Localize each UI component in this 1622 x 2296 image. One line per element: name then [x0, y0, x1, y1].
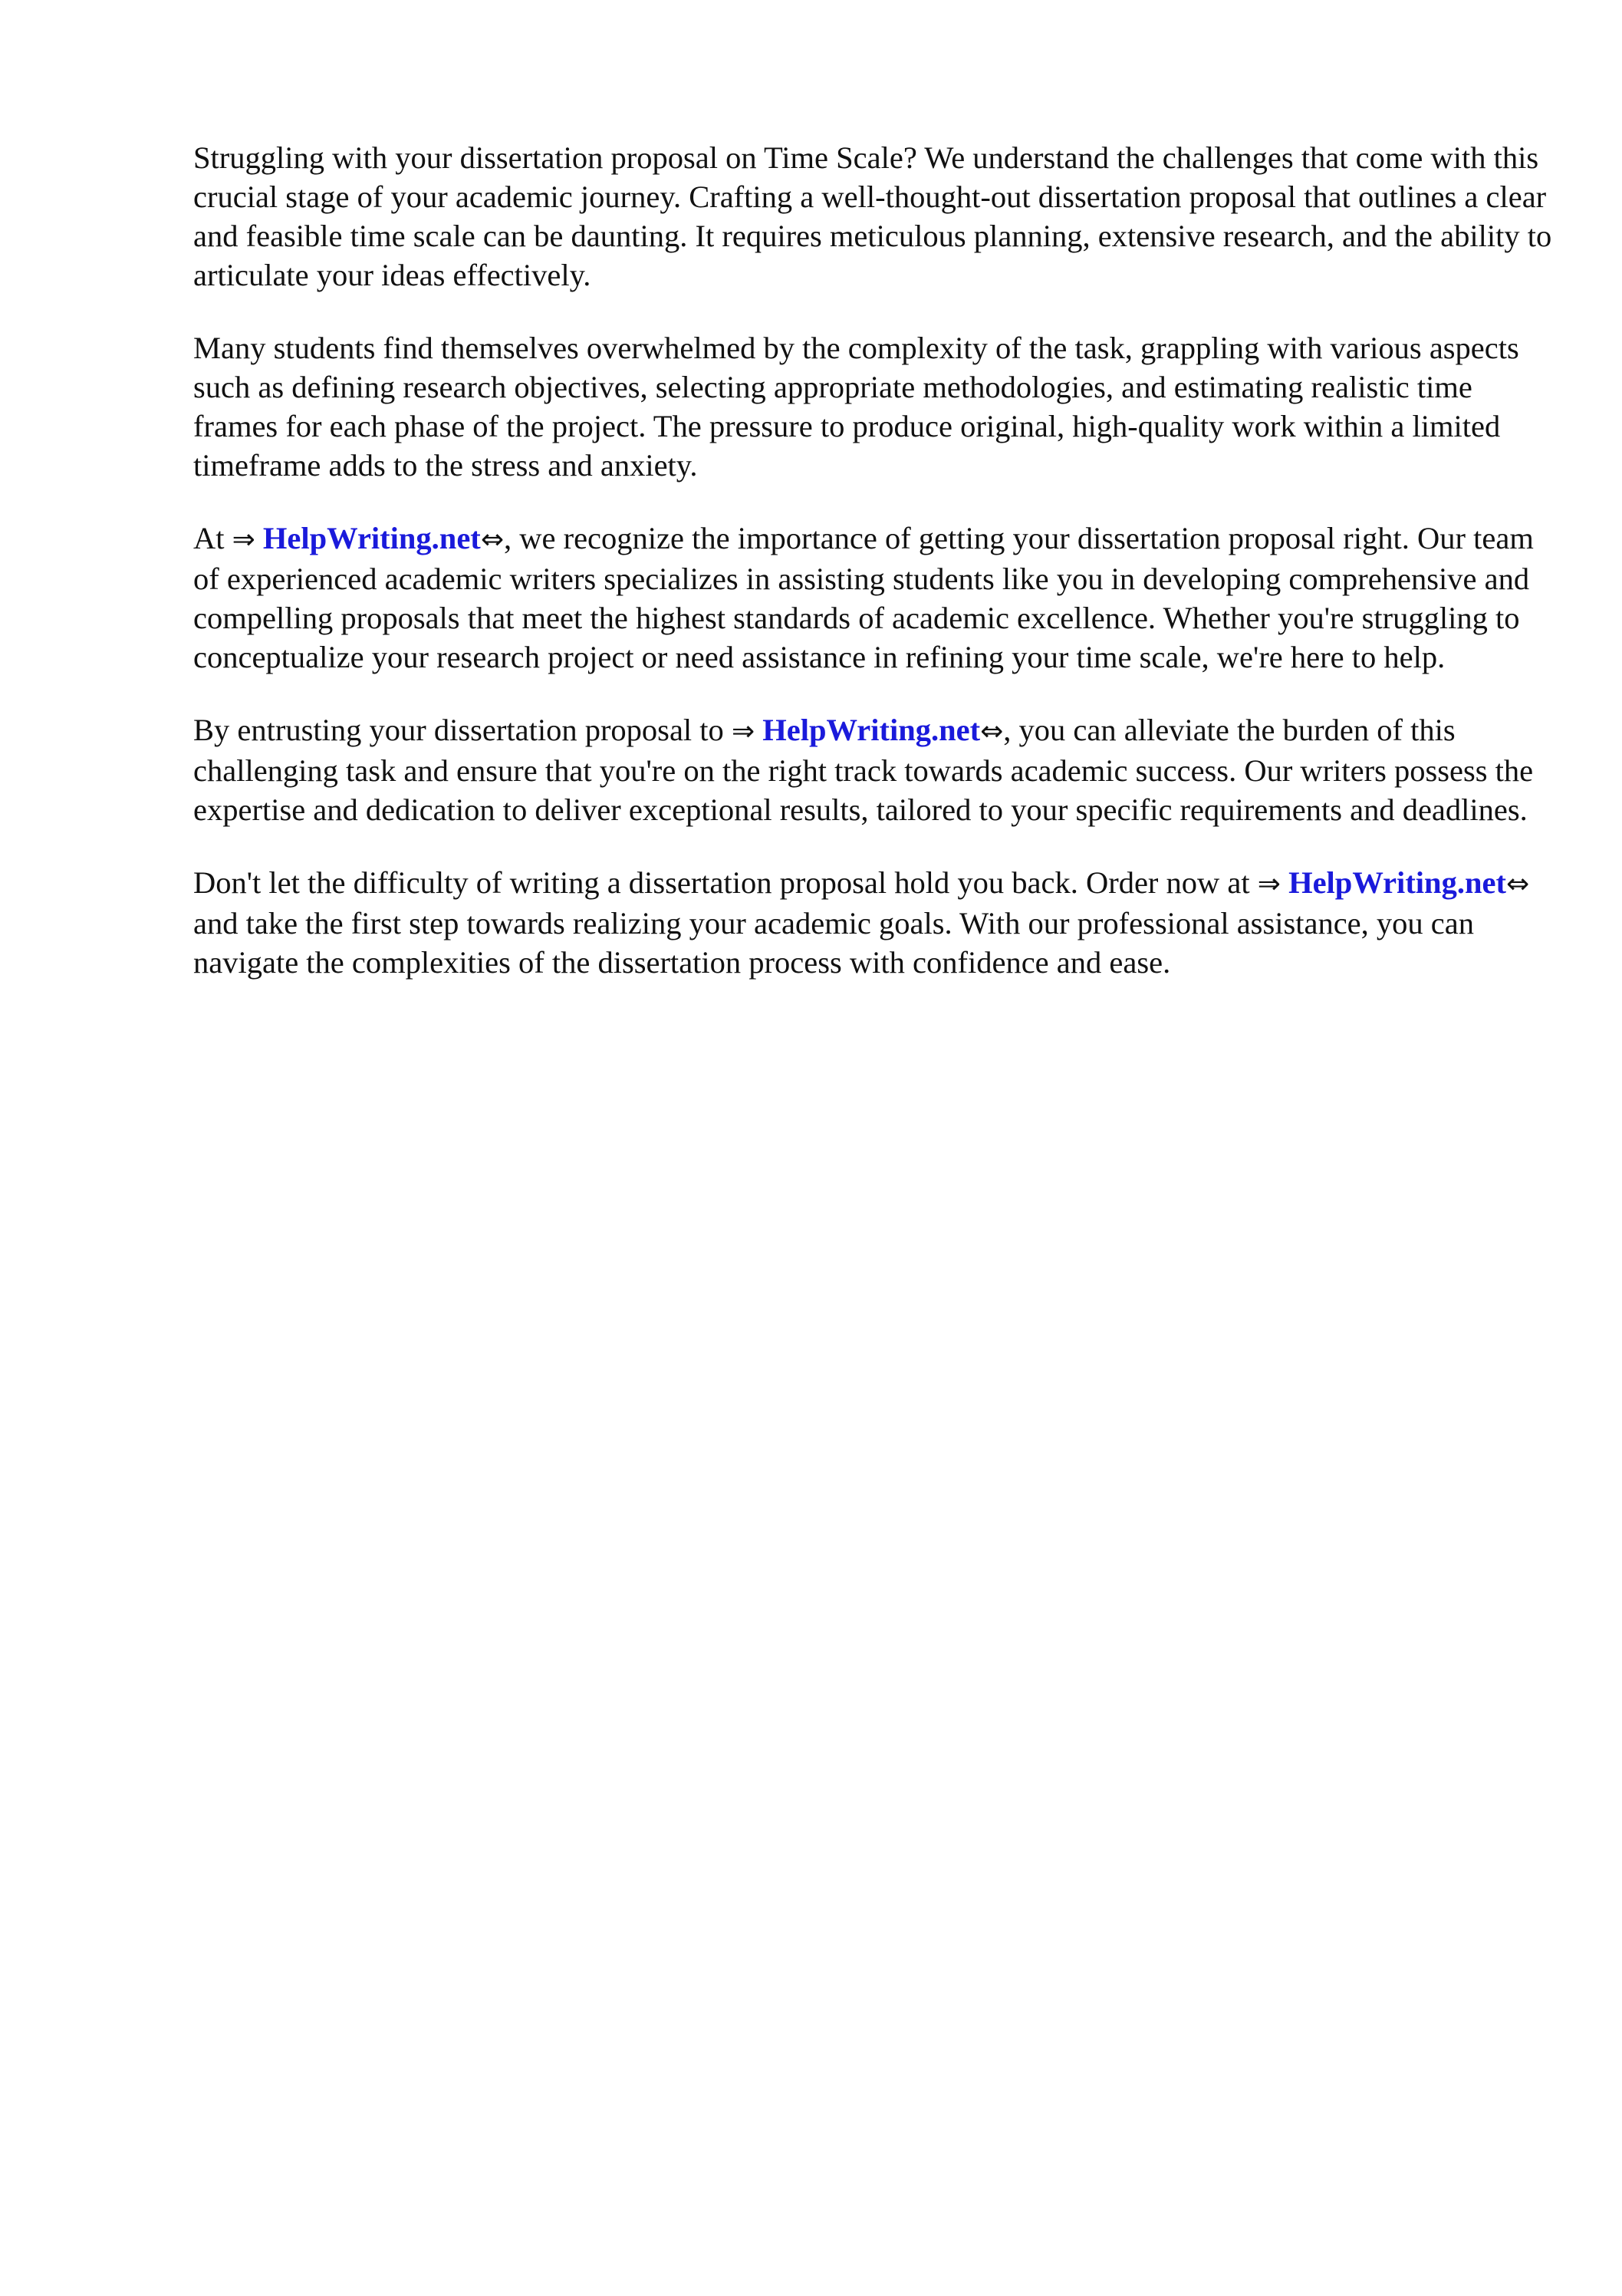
- paragraph-entrust-tail: , you can alleviate the burden of this challenging task and ensure that you're on the right track towards academic success. Our writers possess the expertise and dedication to deliver exceptional results, tailored to your specific requirements and deadlines.: [193, 713, 1534, 827]
- paragraph-entrust: [193, 710, 1558, 829]
- right-double-arrow-icon: ⇒: [232, 524, 255, 555]
- paragraph-order-tail: and take the first step towards realizing your academic goals. With our professional assistance, you can navigate the complexities of the dissertation process with confidence and ease.: [193, 906, 1474, 980]
- paragraph-order: [193, 863, 1558, 982]
- left-right-double-arrow-icon: ⇔: [480, 524, 504, 555]
- paragraph-entrust-lead: By entrusting your dissertation proposal to: [193, 713, 732, 747]
- paragraph-service: [193, 519, 1558, 677]
- paragraph-intro: Struggling with your dissertation proposal on Time Scale? We understand the challenges that come with this crucial stage of your academic journey. Crafting a well-thought-out dissertation proposal that outlines a clear and feasible time scale can be daunting. It requires meticulous planning, extensive research, and the ability to articulate your ideas effectively.: [193, 140, 1552, 292]
- paragraph-challenges: Many students find themselves overwhelmed by the complexity of the task, grappling with various aspects such as defining research objectives, selecting appropriate methodologies, and estimating realistic time frames for each phase of the project. The pressure to produce original, high-quality work within a limited timeframe adds to the stress and anxiety.: [193, 331, 1519, 483]
- helpwriting-link[interactable]: HelpWriting.net: [1288, 865, 1506, 900]
- left-right-double-arrow-icon: ⇔: [1505, 868, 1530, 900]
- paragraph-service-lead: At: [193, 521, 232, 555]
- left-right-double-arrow-icon: ⇔: [980, 716, 1004, 747]
- helpwriting-link[interactable]: HelpWriting.net: [262, 521, 481, 555]
- document-body: [193, 138, 1558, 1016]
- paragraph-order-lead: Don't let the difficulty of writing a dissertation proposal hold you back. Order now at: [193, 865, 1258, 900]
- helpwriting-link[interactable]: HelpWriting.net: [762, 713, 981, 747]
- right-double-arrow-icon: ⇒: [731, 716, 755, 747]
- right-double-arrow-icon: ⇒: [1257, 868, 1281, 900]
- paragraph-service-tail: , we recognize the importance of getting your dissertation proposal right. Our team of experienced academic writers specializes in assisting students like you in developing comprehensive and compelling proposals that meet the highest standards of academic excellence. Whether you're struggling to conceptualize your research project or need assistance in refining your time scale, we're here to help.: [193, 521, 1534, 674]
